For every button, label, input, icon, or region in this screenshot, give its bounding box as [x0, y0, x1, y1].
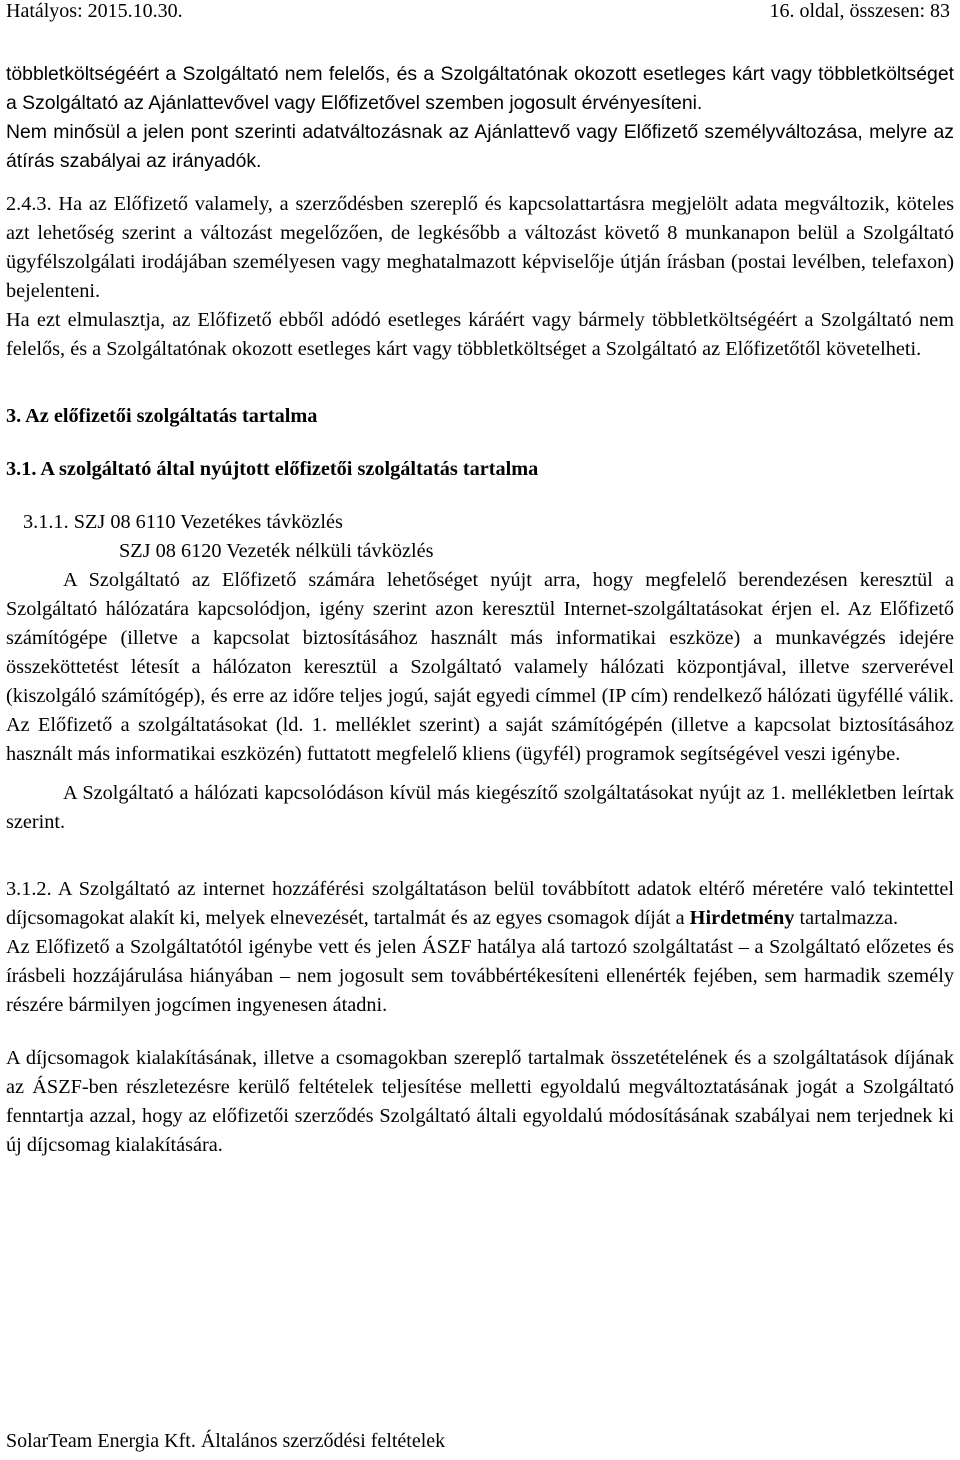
page-footer: SolarTeam Energia Kft. Általános szerződési feltételek: [6, 1430, 446, 1452]
document-body: [6, 60, 954, 1160]
page-header: [0, 0, 960, 40]
paragraph-additional-services: A Szolgáltató a hálózati kapcsolódáson kívül más kiegészítő szolgáltatásokat nyújt az 1. mellékletben leírtak szerint.: [6, 782, 954, 833]
paragraph-person-change: Nem minősül a jelen pont szerinti adatváltozásnak az Ajánlattevő vagy Előfizető személyváltozása, melyre az átírás szabályai az irányadók.: [6, 121, 954, 172]
paragraph-3-1-2-end: tartalmazza.: [794, 907, 899, 929]
service-code-line-2: SZJ 08 6120 Vezeték nélküli távközlés: [119, 540, 434, 562]
paragraph-3-1-2: [6, 875, 954, 933]
paragraph-2-4-3: 2.4.3. Ha az Előfizető valamely, a szerződésben szereplő és kapcsolattartásra megjelölt adata megváltozik, köteles azt lehetőség szerint a változást megelőzően, de legkésőbb a változást követő 8 munkanapon belül a Szolgáltató ügyfélszolgálati irodájában személyesen vagy meghatalmazott képviselője útján írásban (postai levélben, telefaxon) bejelenteni.: [6, 193, 954, 302]
page-number: 16. oldal, összesen: 83: [769, 0, 950, 22]
paragraph-3-1-2-text: 3.1.2. A Szolgáltató az internet hozzáférési szolgáltatáson belül továbbított adatok eltérő méretére való tekintettel díjcsomagokat alakít ki, melyek elnevezését, tartalmát és az egyes csomagok díját a: [6, 878, 954, 929]
section-3-heading: 3. Az előfizetői szolgáltatás tartalma: [6, 405, 318, 427]
paragraph-continuation: többletköltségéért a Szolgáltató nem felelős, és a Szolgáltatónak okozott esetleges kárt vagy többletköltséget a Szolgáltató az Ajánlattevővel vagy Előfizetővel szemben jogosult érvényesíteni.: [6, 63, 954, 114]
paragraph-resale: Az Előfizető a Szolgáltatótól igénybe vett és jelen ÁSZF hatálya alá tartozó szolgáltatást – a Szolgáltató előzetes és írásbeli hozzájárulása hiányában – nem jogosult sem továbbértékesíteni ellenérték fejében, sem harmadik személy részére bármilyen jogcímen ingyenesen átadni.: [6, 936, 954, 1016]
service-code-line-1: 3.1.1. SZJ 08 6110 Vezetékes távközlés: [23, 511, 343, 533]
effective-date: Hatályos: 2015.10.30.: [6, 0, 183, 22]
paragraph-tariff-change: A díjcsomagok kialakításának, illetve a csomagokban szereplő tartalmak összetételének és a szolgáltatások díjának az ÁSZF-ben részletezésre kerülő feltételek teljesítése melletti egyoldalú megváltoztatásának jogát a Szolgáltató fenntartja azzal, hogy az előfizetői szerződés Szolgáltató általi egyoldalú módosításának szabályai nem terjednek ki új díjcsomag kialakítására.: [6, 1047, 954, 1156]
paragraph-omission: Ha ezt elmulasztja, az Előfizető ebből adódó esetleges káráért vagy bármely többletköltségéért a Szolgáltató nem felelős, és a Szolgáltatónak okozott esetleges kárt vagy többletköltséget a Szolgáltató az Előfizetőtől követelheti.: [6, 309, 954, 360]
hirdetmeny-bold: Hirdetmény: [689, 907, 795, 929]
paragraph-service-description: A Szolgáltató az Előfizető számára lehetőséget nyújt arra, hogy megfelelő berendezésen keresztül a Szolgáltató hálózatára kapcsolódjon, igény szerint azon keresztül Internet-szolgáltatásokat érjen el. Az Előfizető számítógépe (illetve a kapcsolat biztosításához használt más informatikai eszköze) a munkavégzés idejére összeköttetést létesít a hálózaton keresztül a Szolgáltató valamely hálózati központjával, illetve szerverével (kiszolgáló számítógép), és erre az időre teljes jogú, saját egyedi címmel (IP cím) rendelkező hálózati ügyféllé válik. Az Előfizető a szolgáltatásokat (ld. 1. melléklet szerint) a saját számítógépén (illetve a kapcsolat biztosításához használt más informatikai eszközén) futtatott megfelelő kliens (ügyfél) programok segítségével veszi igénybe.: [6, 569, 954, 765]
section-3-1-heading: 3.1. A szolgáltató által nyújtott előfizetői szolgáltatás tartalma: [6, 458, 539, 480]
